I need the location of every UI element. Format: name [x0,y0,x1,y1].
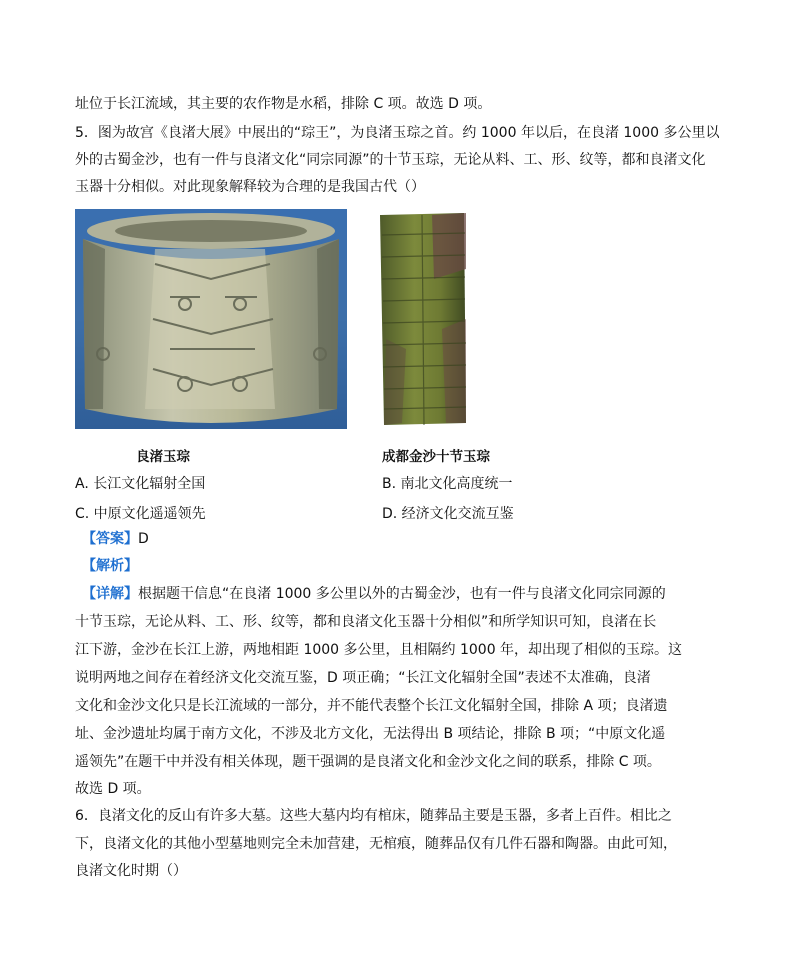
detail-line-6: 址、金沙遗址均属于南方文化，不涉及北方文化，无法得出 B 项结论，排除 B 项；“中原文化遥 [75,726,666,742]
detail-line-4: 说明两地之间存在着经济文化交流互鉴，D 项正确；“长江文化辐射全国”表述不太准确，良渚 [75,670,651,686]
detail-line-2: 十节玉琮，无论从料、工、形、纹等，都和良渚文化玉器十分相似”和所学知识可知，良渚在长 [75,614,657,630]
left-figure-caption: 良渚玉琮 [136,449,190,465]
analysis-label: 【解析】 [82,558,138,574]
q5-line-3: 玉器十分相似。对此现象解释较为合理的是我国古代（） [75,179,425,195]
prev-answer-tail: 址位于长江流域，其主要的农作物是水稻，排除 C 项。故选 D 项。 [75,96,492,112]
jinsha-jade-cong-image [372,209,492,429]
q6-line-2: 下，良渚文化的其他小型墓地则完全未加营建，无棺痕，随葬品仅有几件石器和陶器。由此可知， [75,836,677,852]
detail-line-1 [82,584,666,604]
right-figure-caption: 成都金沙十节玉琮 [382,449,490,465]
answer-value: D [138,531,149,547]
detail-line-8: 故选 D 项。 [75,781,151,797]
q6-line-1: 6．良渚文化的反山有许多大墓。这些大墓内均有棺床，随葬品主要是玉器，多者上百件。相比之 [75,808,672,824]
detail-line-3: 江下游，金沙在长江上游，两地相距 1000 多公里，且相隔约 1000 年，却出现了相似的玉琮。这 [75,642,683,658]
option-d: D. 经济文化交流互鉴 [382,506,514,522]
answer-line [82,529,149,549]
detail-line-5: 文化和金沙文化只是长江流域的一部分，并不能代表整个长江文化辐射全国，排除 A 项；良渚遗 [75,698,668,714]
q6-line-3: 良渚文化时期（） [75,863,187,879]
q5-line-2: 外的古蜀金沙，也有一件与良渚文化“同宗同源”的十节玉琮，无论从料、工、形、纹等，都和良渚文化 [75,152,706,168]
option-c: C. 中原文化遥遥领先 [75,506,206,522]
detail-line-7: 遥领先”在题干中并没有相关体现，题干强调的是良渚文化和金沙文化之间的联系，排除 C 项。 [75,754,661,770]
detail-label: 【详解】 [82,586,138,602]
q5-line-1: 5．图为故宫《良渚大展》中展出的“琮王”，为良渚玉琮之首。约 1000 年以后，在良渚 1000 多公里以 [75,125,720,141]
detail-text-1: 根据题干信息“在良渚 1000 多公里以外的古蜀金沙，也有一件与良渚文化同宗同源的 [138,586,666,602]
liangzhu-jade-cong-image [75,209,347,429]
analysis-heading [82,556,138,576]
option-b: B. 南北文化高度统一 [382,476,513,492]
option-a: A. 长江文化辐射全国 [75,476,206,492]
answer-label: 【答案】 [82,531,138,547]
